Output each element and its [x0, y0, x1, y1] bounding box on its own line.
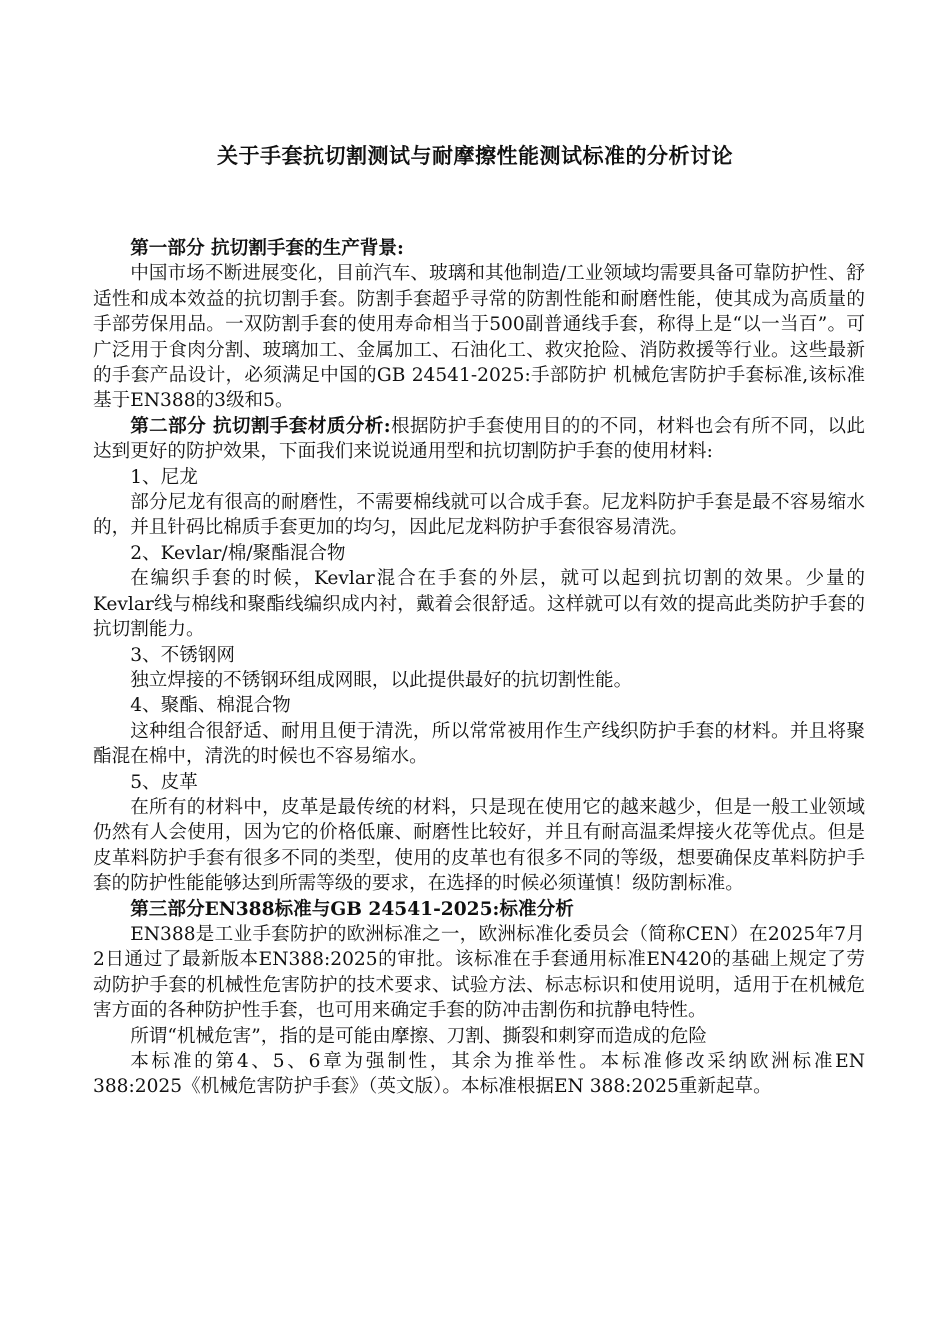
- part3-heading: [93, 897, 865, 922]
- material-item-text: 在所有的材料中，皮革是最传统的材料，只是现在使用它的越来越少，但是一般工业领域仍然有人会使用，因为它的价格低廉、耐磨性比较好，并且有耐高温柔焊接火花等优点。但是皮革料防护手套有很多不同的类型，使用的皮革也有很多不同的等级，想要确保皮革料防护手套的防护性能能够达到所需等级的要求，在选择的时候必须谨慎！级防割标准。: [93, 796, 865, 895]
- material-item-label: 3、不锈钢网: [130, 644, 235, 666]
- material-item-text: 部分尼龙有很高的耐磨性，不需要棉线就可以合成手套。尼龙料防护手套是最不容易缩水的，并且针码比棉质手套更加的均匀，因此尼龙料防护手套很容易清洗。: [93, 492, 865, 539]
- material-item-text: 这种组合很舒适、耐用且便于清洗，所以常常被用作生产线织防护手套的材料。并且将聚酯混在棉中，清洗的时候也不容易缩水。: [93, 720, 865, 768]
- part2-heading-paragraph: [93, 414, 865, 465]
- material-item-label: 5、皮革: [130, 771, 198, 793]
- document-body: [93, 236, 865, 1100]
- material-item-text: 独立焊接的不锈钢环组成网眼，以此提供最好的抗切割性能。: [130, 669, 633, 691]
- part1-heading: [93, 236, 865, 261]
- part1-paragraph: 中国市场不断进展变化，目前汽车、玻璃和其他制造/工业领域均需要具备可靠防护性、舒适性和成本效益的抗切割手套。防割手套超乎寻常的防割性能和耐磨性能，使其成为高质量的手部劳保用品。一双防割手套的使用寿命相当于500副普通线手套，称得上是“以一当百”。可广泛用于食肉分割、玻璃加工、金属加工、石油化工、救灾抢险、消防救援等行业。这些最新的手套产品设计，必须满足中国的GB 24541-2025:手部防护 机械危害防护手套标准,该标准基于EN388的3级和5。: [93, 263, 865, 412]
- part1-heading-text: 第一部分 抗切割手套的生产背景:: [130, 238, 404, 259]
- material-item-label: 2、Kevlar/棉/聚酯混合物: [130, 542, 346, 564]
- part2-heading-text: 第二部分 抗切割手套材质分析:: [130, 415, 391, 437]
- material-item-text: 在编织手套的时候，Kevlar混合在手套的外层，就可以起到抗切割的效果。少量的Kevlar线与棉线和聚酯线编织成内衬，戴着会很舒适。这样就可以有效的提高此类防护手套的抗切割能力。: [93, 568, 865, 641]
- part3-paragraph-1: EN388是工业手套防护的欧洲标准之一，欧洲标准化委员会（简称CEN）在2025年7月2日通过了最新版本EN388:2025的审批。该标准在手套通用标准EN420的基础上规定了劳动防护手套的机械性危害防护的技术要求、试验方法、标志标识和使用说明，适用于在机械危害方面的各种防护性手套，也可用来确定手套的防冲击割伤和抗静电特性。: [93, 923, 865, 1022]
- document-title: 关于手套抗切割测试与耐摩擦性能测试标准的分析讨论: [217, 143, 733, 168]
- part3-paragraph-2: 所谓“机械危害”，指的是可能由摩擦、刀割、撕裂和刺穿而造成的危险: [130, 1025, 708, 1047]
- part2-intro: 根据防护手套使用目的的不同，材料也会有所不同，以此达到更好的防护效果，下面我们来说说通用型和抗切割防护手套的使用材料:: [93, 415, 865, 463]
- part3-paragraph-3: 本标准的第4、5、6章为强制性，其余为推举性。本标准修改采纳欧洲标准EN 388:2025《机械危害防护手套》（英文版）。本标准根据EN 388:2025重新起草。: [93, 1051, 865, 1098]
- part3-heading-text: 第三部分EN388标准与GB 24541-2025:标准分析: [130, 898, 574, 920]
- material-item-label: 4、聚酯、棉混合物: [130, 695, 291, 717]
- material-item-label: 1、尼龙: [130, 466, 198, 488]
